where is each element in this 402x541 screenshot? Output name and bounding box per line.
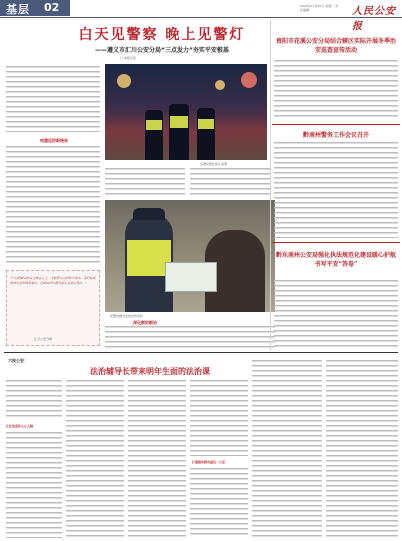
lead-body-col3 [190, 168, 270, 198]
lead-subheadline: ——遵义市汇川公安分局“三点发力”夯实平安根基 [95, 47, 229, 54]
bottom-subhead-2: 打通服务群众最后一公里 [192, 460, 226, 464]
newspaper-logo: 人民公安报 [352, 6, 396, 32]
bottom-body-col4 [190, 380, 248, 456]
main-photo-caption: 民警向群众发放宣传资料 [110, 314, 144, 318]
bottom-kicker: 六枝公安： [8, 358, 28, 363]
bottom-body-col1b [6, 432, 62, 538]
masthead-divider [0, 17, 402, 18]
sidebar-rule-1 [272, 124, 400, 125]
police-leaflet-photo [105, 200, 275, 312]
lead-subhead-1: 构建巡防新格局 [40, 138, 68, 143]
lead-body-col5 [105, 326, 275, 348]
bottom-body-col2 [66, 380, 124, 538]
lead-byline: □ 本报记者 [120, 56, 136, 60]
sidebar-story1-body [274, 60, 398, 120]
sidebar-divider [270, 20, 271, 350]
issue-date: 2020年11月30日 星期一 责任编辑： [300, 4, 339, 12]
bottom-headline: 法治辅导长带来明年生面的法治课 [90, 366, 210, 376]
sidebar-story3-body [274, 280, 398, 348]
sidebar-story1-headline: 贵阳市花溪公安分局结合辖区实际开展冬季治安巡查宣传活动 [275, 38, 396, 54]
lead-body-col2 [105, 168, 185, 198]
sidebar-rule-2 [272, 242, 400, 243]
bottom-subhead-1: 让法治宣传入心入脑 [6, 424, 34, 428]
lead-body-col1 [6, 146, 100, 266]
bottom-body-col5 [252, 360, 322, 538]
bottom-body-col1 [6, 380, 62, 420]
page-number: 02 [44, 1, 60, 14]
lead-headline: 白天见警察 晚上见警灯 [78, 27, 246, 43]
top-photo-caption: 巡逻民警在街头巡逻 [200, 162, 228, 166]
bottom-body-col4b [190, 468, 248, 538]
bottom-section-rule [4, 352, 398, 353]
night-patrol-photo [105, 64, 267, 160]
lead-subhead-3: 深化群防群治 [133, 320, 157, 325]
sidebar-story2-headline: 黔南州警务工作会议召开 [302, 132, 369, 139]
sidebar-story2-body [274, 142, 398, 238]
masthead [0, 0, 402, 32]
pull-quote-text: “只有把群众的安全放在心上，才能把平安的根基夯实。我们将持续深化巡防体系建设，让群众切实感受到安全就在身边。” [10, 276, 96, 285]
pull-quote-author: 汇川公安分局 [34, 337, 53, 341]
bottom-body-col6 [326, 360, 398, 538]
bottom-body-col3 [128, 380, 186, 538]
sidebar-story3-headline: 黔东南州公安局强化执法规范化建设暖心护航书写平安“答卷” [275, 252, 396, 268]
lead-intro-text [6, 66, 100, 132]
section-name: 基层 [6, 3, 30, 16]
